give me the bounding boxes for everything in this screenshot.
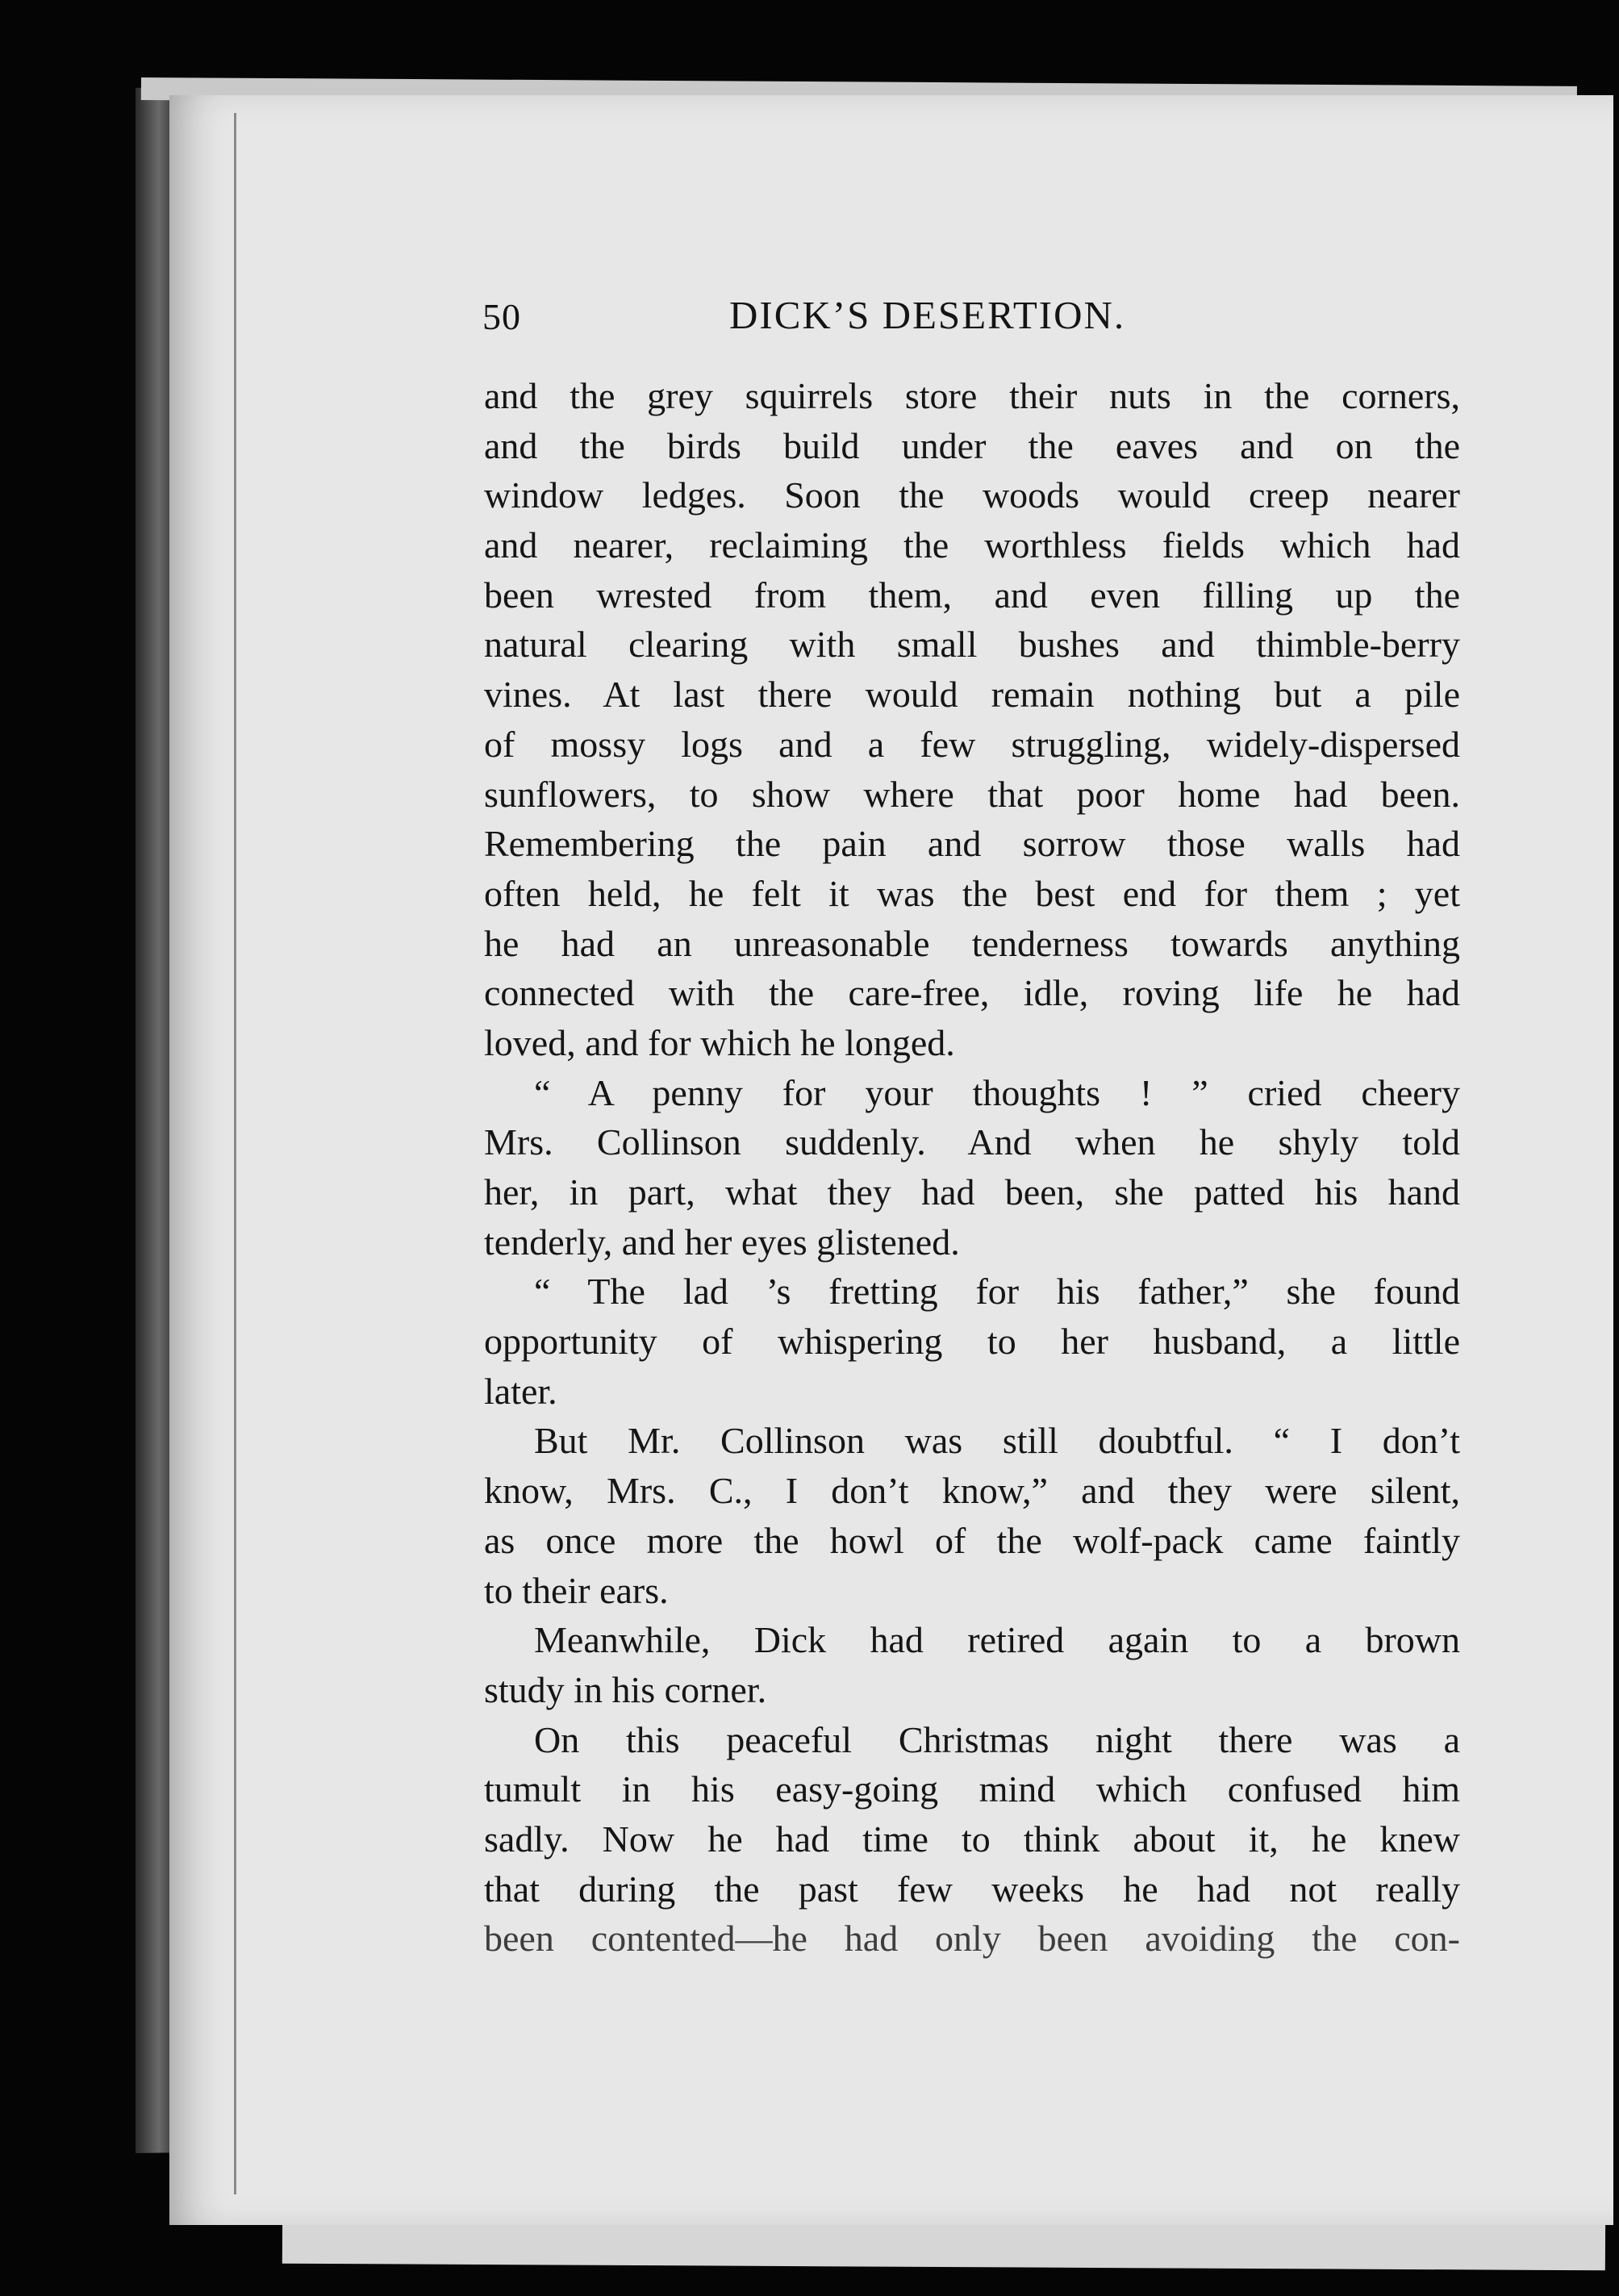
text-line: and nearer, reclaiming the worthless fields which had [484,524,1460,566]
text-line: that during the past few weeks he had not really [484,1868,1460,1910]
text-line: and the grey squirrels store their nuts in the corners, [484,375,1460,416]
text-line: vines. At last there would remain nothing but a pile [484,674,1460,716]
text-line: Mrs. Collinson suddenly. And when he shyly told [484,1121,1460,1163]
text-line: On this peaceful Christmas night there was a [534,1718,1460,1760]
text-line: sadly. Now he had time to think about it, he knew [484,1818,1460,1860]
text-line: of mossy logs and a few struggling, widely-dispersed [484,723,1460,765]
text-line: Meanwhile, Dick had retired again to a brown [534,1619,1460,1661]
text-line: as once more the howl of the wolf-pack came faintly [484,1519,1460,1561]
text-line: “ A penny for your thoughts ! ” cried cheery [534,1071,1460,1113]
text-line: often held, he felt it was the best end for them ; yet [484,872,1460,914]
text-line: later. [484,1370,557,1412]
text-line: to their ears. [484,1569,669,1611]
text-line: been wrested from them, and even filling up the [484,574,1460,616]
page-gutter-line [234,113,236,2194]
text-line: study in his corner. [484,1668,767,1710]
running-head [482,287,1458,352]
text-line: and the birds build under the eaves and on the [484,424,1460,466]
body-text [484,371,1460,1964]
text-line: loved, and for which he longed. [484,1021,955,1063]
running-title: DICK’S DESERTION. [729,293,1126,337]
text-line: natural clearing with small bushes and thimble-berry [484,624,1460,666]
text-line: But Mr. Collinson was still doubtful. “ I don’t [534,1420,1460,1462]
text-line: Remembering the pain and sorrow those walls had [484,823,1460,865]
text-line: he had an unreasonable tenderness towards anything [484,922,1460,964]
text-line: tenderly, and her eyes glistened. [484,1221,960,1263]
text-line: her, in part, what they had been, she patted his hand [484,1171,1460,1213]
text-line: window ledges. Soon the woods would creep nearer [484,474,1460,516]
page-number: 50 [482,296,521,337]
text-line: been contented—he had only been avoiding the con- [484,1918,1460,1960]
text-line: tumult in his easy-going mind which confused him [484,1768,1460,1810]
text-line: “ The lad ’s fretting for his father,” she found [534,1271,1460,1313]
text-line: know, Mrs. C., I don’t know,” and they were silent, [484,1470,1460,1512]
text-line: connected with the care-free, idle, roving life he had [484,972,1460,1014]
text-line: sunflowers, to show where that poor home had been. [484,773,1460,815]
text-line: opportunity of whispering to her husband, a little [484,1321,1460,1363]
